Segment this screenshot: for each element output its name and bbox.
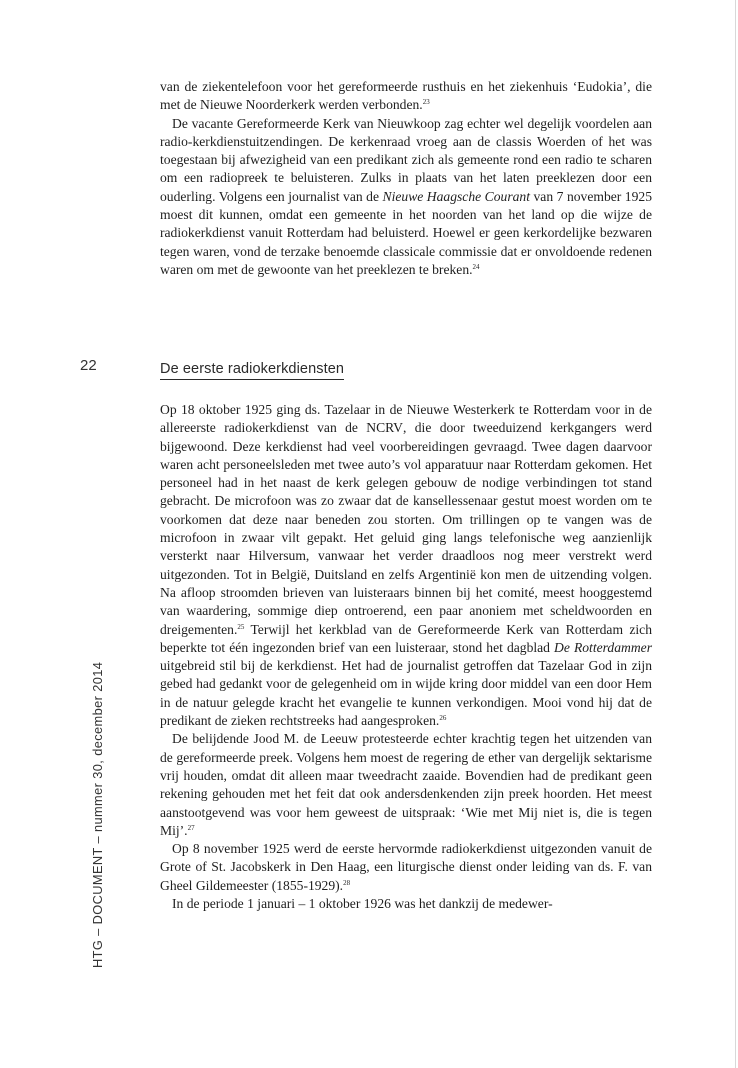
bottom-text-block [160,401,652,913]
paragraph-3-text-d: uitgebreid stil bij de kerkdienst. Het had de journalist getroffen dat Tazelaar God in zijn gebed had gedankt voor de gelegenheid om in wijde kring door middel van een door Hem in de natuur gelegde kracht het evangelie te kunnen verkondigen. Mooi vond hij dat de predikant de zieken rechtstreeks had aangesproken. [160,658,652,729]
broadcaster-name: NCRV [366,420,403,436]
paragraph-5 [160,840,652,895]
footnote-ref-24: 24 [472,262,480,271]
footnote-ref-23: 23 [422,98,430,107]
footnote-ref-28: 28 [343,878,351,887]
running-head: HTG – DOCUMENT – nummer 30, december 2014 [90,661,105,968]
footnote-ref-27: 27 [187,823,195,832]
newspaper-title-2: De Rotterdammer [554,639,652,655]
paragraph-6 [160,895,652,913]
paragraph-3-text-c: Terwijl het kerkblad van de Gereformeerde Kerk van Rotterdam zich beperkte tot één ingezonden brief van een luisteraar, stond het dagblad [160,621,652,655]
paragraph-5-text: Op 8 november 1925 werd de eerste hervormde radiokerkdienst uitgezonden vanuit de Grote of St. Jacobskerk in Den Haag, een liturgische dienst onder leiding van ds. F. van Gheel Gildemeester (1855-1929). [160,841,652,893]
paragraph-2-text-b: van 7 november 1925 moest dit kunnen, omdat een gemeente in het noorden van het land op die wijze de radiokerkdienst vanuit Rotterdam had beluisterd. Hoewel er geen kerkordelijke bezwaren tegen waren, vond de terzake benoemde classicale commissie dat er onvoldoende redenen waren om met de gewoonte van het preeklezen te breken. [160,188,652,277]
paragraph-4 [160,730,652,840]
section-heading: De eerste radiokerkdiensten [160,361,344,380]
footnote-ref-26: 26 [439,714,447,723]
paragraph-1 [160,78,652,115]
paragraph-3-text-b: , die door tweeduizend kerkgangers werd bijgewoond. Deze kerkdienst had veel voorbereidingen gevraagd. Twee dagen daarvoor waren acht personeelsleden met twee auto’s vol apparatuur naar Rotterdam gekomen. Het personeel had in het naast de kerk gelegen gebouw de nodige verbindingen tot stand gebracht. De microfoon was zo zwaar dat de kansellessenaar gestut moest worden om te voorkomen dat deze naar beneden zou storten. Om trillingen op te vangen was de microfoon in zwaar vilt gepakt. Het geluid ging langs telefonische weg aanzienlijk versterkt naar Hilversum, vanwaar het verder draadloos nog meer verstrekt werd uitgezonden. Tot in België, Duitsland en zelfs Argentinië kon men de uitzending volgen. Na afloop stroomden brieven van luisteraars binnen bij het comité, meest hooggestemd van waardering, sommige diep ontroerend, een paar anoniem met scheldwoorden en dreigementen. [160,420,652,637]
paragraph-2 [160,115,652,280]
page-number: 22 [80,357,97,374]
page-edge-line [735,0,736,1068]
top-text-block [160,78,652,279]
paragraph-3-text-a: Op 18 oktober 1925 ging ds. Tazelaar in de Nieuwe Westerkerk te Rotterdam voor in de allereerste radiokerkdienst van de [160,402,652,436]
paragraph-1-text: van de ziekentelefoon voor het gereformeerde rusthuis en het ziekenhuis ‘Eudokia’, die met de Nieuwe Noorderkerk werden verbonden. [160,79,652,113]
footnote-ref-25: 25 [237,622,245,631]
paragraph-3 [160,401,652,730]
paragraph-2-text-a: De vacante Gereformeerde Kerk van Nieuwkoop zag echter wel degelijk voordelen aan radio-kerkdienstuitzendingen. De kerkenraad vroeg aan de classis Woerden of het was toegestaan bij afwezigheid van een predikant zich als gemeente rond een radio te scharen om een radiopreek te beluisteren. Zulks in plaats van het laten preeklezen door een ouderling. Volgens een journalist van de [160,115,652,204]
newspaper-title: Nieuwe Haagsche Courant [382,188,530,204]
paragraph-4-text: De belijdende Jood M. de Leeuw protesteerde echter krachtig tegen het uitzenden van de gereformeerde preek. Volgens hem moest de regering de ether van dergelijk sektarisme vrij houden, omdat dit alleen maar tweedracht zaaide. Bovendien had de predikant geen rekening gehouden met het feit dat ook andersdenkenden zijn preek hoorden. Het meest aanstootgevend was voor hem geweest de uitspraak: ‘Wie met Mij niet is, die is tegen Mij’. [160,731,652,838]
paragraph-6-text: In de periode 1 januari – 1 oktober 1926 was het dankzij de medewer- [172,896,553,912]
